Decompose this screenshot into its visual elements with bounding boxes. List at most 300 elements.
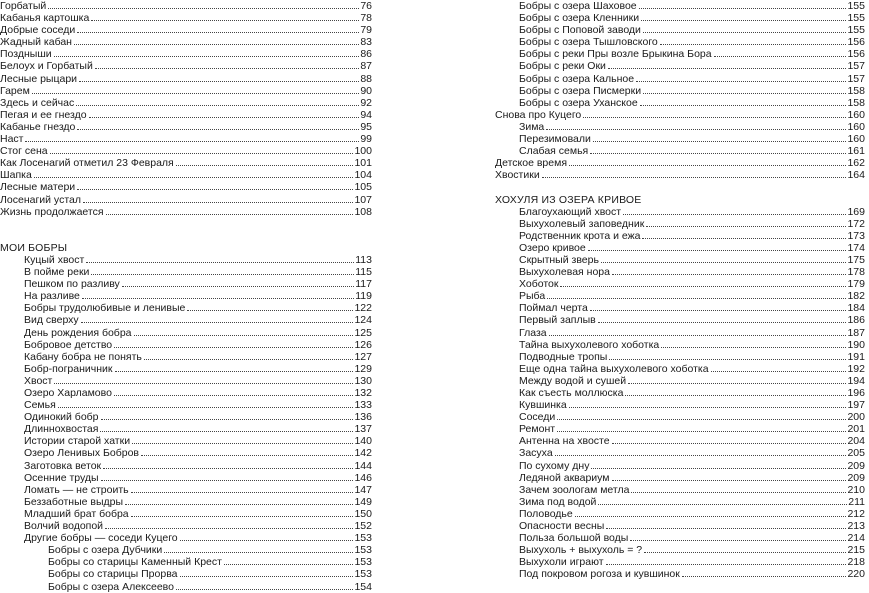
toc-entry-page-number: 187 <box>847 326 865 339</box>
toc-entry-page-number: 78 <box>360 12 372 25</box>
toc-right-section-entries <box>495 206 865 581</box>
toc-entry-page-number: 191 <box>847 350 865 363</box>
toc-entry-title: Рыба <box>519 290 546 303</box>
dot-leader <box>77 129 359 130</box>
dot-leader <box>591 468 846 469</box>
toc-entry-title: Бобры с озера Писмерки <box>519 84 642 97</box>
toc-entry-title: Бобры со старицы Каменный Крест <box>48 556 222 569</box>
toc-entry-page-number: 125 <box>354 326 372 339</box>
toc-entry-title: Здесь и сейчас <box>0 96 75 109</box>
toc-entry-title: Слабая семья <box>519 145 589 158</box>
dot-leader <box>105 528 353 529</box>
toc-entry-title: Поймал черта <box>519 302 588 315</box>
dot-leader <box>547 298 846 299</box>
toc-entry-title: Глаза <box>519 326 547 339</box>
dot-leader <box>164 552 353 553</box>
dot-leader <box>95 68 359 69</box>
toc-entry <box>495 36 865 48</box>
toc-entry-title: Кабану бобра не понять <box>24 350 142 363</box>
toc-entry-title: Польза большой воды <box>519 532 629 545</box>
toc-entry-page-number: 76 <box>360 0 372 12</box>
toc-entry-title: Гарем <box>0 84 30 97</box>
dot-leader <box>608 68 847 69</box>
dot-leader <box>91 20 359 21</box>
toc-entry-page-number: 174 <box>847 241 865 254</box>
toc-entry-page-number: 197 <box>847 399 865 412</box>
section-title-my-beavers: МОИ БОБРЫ <box>0 241 68 254</box>
toc-entry-page-number: 210 <box>847 483 865 496</box>
toc-entry-page-number: 160 <box>847 108 865 121</box>
toc-entry <box>495 145 865 157</box>
toc-entry-title: Лосенагий устал <box>0 193 81 206</box>
toc-entry-title: Между водой и сушей <box>519 374 627 387</box>
toc-entry-page-number: 108 <box>354 205 372 218</box>
toc-entry <box>0 169 372 181</box>
toc-entry-title: Благоухающий хвост <box>519 205 622 218</box>
toc-entry-title: Как съесть моллюска <box>519 387 624 399</box>
toc-entry <box>495 218 865 230</box>
dot-leader <box>601 262 847 263</box>
toc-entry <box>0 375 372 387</box>
dot-leader <box>588 250 847 251</box>
toc-entry-page-number: 213 <box>847 520 865 533</box>
toc-entry <box>0 157 372 169</box>
toc-entry <box>495 496 865 508</box>
toc-entry-page-number: 79 <box>360 24 372 37</box>
dot-leader <box>115 371 354 372</box>
toc-entry-page-number: 157 <box>847 60 865 73</box>
toc-entry-page-number: 153 <box>354 556 372 569</box>
dot-leader <box>711 371 847 372</box>
toc-entry <box>0 36 372 48</box>
toc-entry-title: Бобры с реки Оки <box>519 60 606 73</box>
dot-leader <box>606 528 846 529</box>
toc-entry-title: Бобры с озера Кальное <box>519 72 635 85</box>
toc-entry-title: Пешком по разливу <box>24 278 120 291</box>
toc-right-top-entries <box>495 0 865 181</box>
toc-entry-title: Куцый хвост <box>24 253 85 266</box>
toc-entry <box>0 60 372 72</box>
toc-entry-page-number: 184 <box>847 302 865 315</box>
toc-entry-page-number: 115 <box>355 266 372 279</box>
toc-entry-page-number: 211 <box>848 495 865 508</box>
toc-entry-title: Антенна на хвосте <box>519 435 610 448</box>
toc-entry-title: Хвост <box>24 374 53 387</box>
toc-entry <box>0 85 372 97</box>
toc-entry-title: В пойме реки <box>24 266 90 279</box>
toc-entry-title: Выхухоль + выхухоль = ? <box>519 544 643 557</box>
toc-entry <box>0 109 372 121</box>
toc-entry-title: Первый заплыв <box>519 314 596 327</box>
toc-entry <box>495 351 865 363</box>
dot-leader <box>131 516 354 517</box>
dot-leader <box>58 407 354 408</box>
dot-leader <box>25 141 359 142</box>
toc-entry <box>495 568 865 580</box>
toc-entry-page-number: 113 <box>355 253 372 266</box>
toc-entry-page-number: 99 <box>360 133 372 146</box>
dot-leader <box>590 310 847 311</box>
dot-leader <box>180 540 354 541</box>
toc-entry-title: Жадный кабан <box>0 36 72 49</box>
toc-entry-title: День рождения бобра <box>24 326 132 339</box>
toc-entry-page-number: 212 <box>847 507 865 520</box>
toc-entry-page-number: 192 <box>847 362 865 375</box>
dot-leader <box>77 189 353 190</box>
toc-entry-page-number: 132 <box>354 387 372 399</box>
toc-entry-title: Озеро Харламово <box>24 387 112 399</box>
toc-entry <box>495 121 865 133</box>
toc-entry <box>0 447 372 459</box>
dot-leader <box>631 492 846 493</box>
dot-leader <box>643 93 846 94</box>
toc-entry-page-number: 153 <box>354 532 372 545</box>
toc-entry <box>0 484 372 496</box>
toc-entry <box>0 266 372 278</box>
toc-entry <box>495 109 865 121</box>
toc-entry-page-number: 205 <box>847 447 865 460</box>
dot-leader <box>612 274 846 275</box>
dot-leader <box>224 564 354 565</box>
toc-entry-title: Выхухолевая нора <box>519 266 610 279</box>
toc-entry <box>495 0 865 12</box>
toc-entry <box>0 145 372 157</box>
toc-entry-title: Бобры со старицы Прорва <box>48 568 178 581</box>
toc-entry-title: Как Лосенагий отметил 23 Февраля <box>0 157 174 170</box>
toc-entry-page-number: 86 <box>360 48 372 61</box>
dot-leader <box>557 419 846 420</box>
toc-entry-title: Снова про Куцего <box>495 108 582 121</box>
dot-leader <box>640 105 847 106</box>
dot-leader <box>639 8 847 9</box>
toc-entry-title: Наст <box>0 133 24 146</box>
toc-entry <box>495 302 865 314</box>
toc-right-column <box>495 0 865 581</box>
toc-entry <box>495 472 865 484</box>
toc-entry-title: Скрытный зверь <box>519 253 599 266</box>
dot-leader <box>132 443 353 444</box>
toc-entry <box>0 327 372 339</box>
toc-entry-page-number: 220 <box>847 568 865 581</box>
toc-entry <box>495 230 865 242</box>
dot-leader <box>114 395 354 396</box>
toc-entry-page-number: 127 <box>354 350 372 363</box>
dot-leader <box>76 105 359 106</box>
toc-entry <box>0 387 372 399</box>
toc-entry <box>0 556 372 568</box>
toc-entry-title: Засуха <box>519 447 553 460</box>
dot-leader <box>106 214 354 215</box>
toc-entry <box>495 206 865 218</box>
dot-leader <box>583 117 846 118</box>
toc-entry <box>0 581 372 593</box>
toc-entry-page-number: 178 <box>847 266 865 279</box>
toc-entry-page-number: 124 <box>354 314 372 327</box>
toc-entry-title: Кабанья картошка <box>0 12 90 25</box>
toc-entry <box>495 157 865 169</box>
toc-entry-title: Стог сена <box>0 145 48 158</box>
toc-entry-page-number: 136 <box>354 411 372 424</box>
toc-entry-title: Волчий водопой <box>24 520 104 533</box>
toc-entry <box>0 411 372 423</box>
toc-entry-page-number: 160 <box>847 120 865 133</box>
dot-leader <box>180 576 354 577</box>
toc-entry-page-number: 146 <box>354 471 372 484</box>
toc-entry-page-number: 155 <box>847 0 865 12</box>
toc-left-top-entries <box>0 0 372 218</box>
toc-entry <box>495 327 865 339</box>
toc-entry <box>495 484 865 496</box>
toc-entry-title: Зачем зоологам метла <box>519 483 630 496</box>
toc-entry-title: Истории старой хатки <box>24 435 131 448</box>
dot-leader <box>32 93 359 94</box>
toc-entry-title: Ломать — не строить <box>24 483 129 496</box>
dot-leader <box>91 274 354 275</box>
dot-leader <box>83 202 353 203</box>
dot-leader <box>82 298 354 299</box>
toc-entry <box>0 508 372 520</box>
toc-entry-title: Заготовка веток <box>24 459 102 472</box>
toc-entry-page-number: 83 <box>360 36 372 49</box>
toc-entry-title: Семья <box>24 399 56 412</box>
toc-entry-title: Бобры с озера Дубчики <box>48 544 163 557</box>
toc-entry-page-number: 100 <box>354 145 372 158</box>
toc-entry <box>0 460 372 472</box>
toc-entry-page-number: 152 <box>354 520 372 533</box>
toc-entry <box>495 290 865 302</box>
toc-entry-title: Беззаботные выдры <box>24 495 124 508</box>
toc-entry <box>0 314 372 326</box>
toc-entry <box>0 181 372 193</box>
dot-leader <box>555 455 847 456</box>
dot-leader <box>134 335 354 336</box>
dot-leader <box>50 153 354 154</box>
dot-leader <box>101 480 354 481</box>
toc-entry-page-number: 194 <box>847 374 865 387</box>
toc-entry <box>495 375 865 387</box>
toc-entry <box>0 423 372 435</box>
toc-entry-page-number: 190 <box>847 338 865 351</box>
toc-entry-page-number: 126 <box>354 338 372 351</box>
toc-entry <box>495 339 865 351</box>
toc-entry-page-number: 161 <box>847 145 865 158</box>
toc-entry <box>0 194 372 206</box>
toc-entry-title: Осенние труды <box>24 471 99 484</box>
toc-entry-title: Одинокий бобр <box>24 411 99 424</box>
toc-left-section-entries <box>0 254 372 593</box>
toc-entry-title: Поздныши <box>0 48 52 61</box>
toc-entry-title: Жизнь продолжается <box>0 205 104 218</box>
toc-entry <box>495 544 865 556</box>
toc-entry <box>495 12 865 24</box>
toc-entry <box>495 411 865 423</box>
dot-leader <box>187 310 353 311</box>
toc-entry-page-number: 88 <box>360 72 372 85</box>
toc-entry <box>495 387 865 399</box>
toc-entry <box>0 73 372 85</box>
toc-entry-page-number: 137 <box>354 423 372 436</box>
toc-entry <box>495 85 865 97</box>
dot-leader <box>646 226 846 227</box>
toc-entry <box>0 290 372 302</box>
toc-entry <box>495 73 865 85</box>
toc-entry-page-number: 104 <box>354 169 372 182</box>
toc-entry-page-number: 186 <box>847 314 865 327</box>
toc-entry-title: Бобры с Поповой заводи <box>519 24 641 37</box>
dot-leader <box>682 576 847 577</box>
toc-entry-title: Вид сверху <box>24 314 79 327</box>
toc-entry <box>0 520 372 532</box>
toc-entry-page-number: 156 <box>847 36 865 49</box>
toc-entry <box>0 351 372 363</box>
toc-entry-title: Родственник крота и ежа <box>519 229 641 242</box>
toc-entry-page-number: 117 <box>355 278 372 291</box>
toc-entry-page-number: 196 <box>847 387 865 399</box>
dot-leader <box>606 564 847 565</box>
section-title-khokhulya: ХОХУЛЯ ИЗ ОЗЕРА КРИВОЕ <box>495 193 642 206</box>
section-gap <box>0 230 372 242</box>
toc-entry-page-number: 101 <box>354 157 372 170</box>
dot-leader <box>122 286 354 287</box>
toc-entry-page-number: 153 <box>354 568 372 581</box>
toc-entry-page-number: 214 <box>847 532 865 545</box>
dot-leader <box>54 56 360 57</box>
toc-entry-page-number: 87 <box>360 60 372 73</box>
toc-entry-page-number: 95 <box>360 120 372 133</box>
toc-entry <box>0 121 372 133</box>
dot-leader <box>176 165 354 166</box>
toc-entry-page-number: 179 <box>847 278 865 291</box>
dot-leader <box>612 443 847 444</box>
toc-entry-page-number: 158 <box>847 96 865 109</box>
dot-leader <box>636 81 846 82</box>
toc-entry <box>0 278 372 290</box>
toc-entry <box>0 0 372 12</box>
dot-leader <box>590 153 846 154</box>
toc-entry-title: Горбатый <box>0 0 47 12</box>
dot-leader <box>593 141 847 142</box>
dot-leader <box>575 516 847 517</box>
toc-entry-page-number: 107 <box>354 193 372 206</box>
dot-leader <box>100 431 353 432</box>
toc-entry-title: Подводные тропы <box>519 350 608 363</box>
dot-leader <box>54 383 353 384</box>
toc-entry <box>495 532 865 544</box>
toc-entry-page-number: 155 <box>847 12 865 25</box>
toc-entry-page-number: 119 <box>355 290 372 303</box>
toc-entry-page-number: 140 <box>354 435 372 448</box>
toc-entry-page-number: 133 <box>354 399 372 412</box>
toc-entry-title: Хоботок <box>519 278 559 291</box>
toc-entry-page-number: 94 <box>360 108 372 121</box>
dot-leader <box>114 347 353 348</box>
toc-entry <box>0 12 372 24</box>
toc-entry <box>0 48 372 60</box>
toc-entry-page-number: 200 <box>847 411 865 424</box>
dot-leader <box>641 20 846 21</box>
toc-entry-title: Пегая и ее гнездо <box>0 108 87 121</box>
dot-leader <box>176 589 353 590</box>
dot-leader <box>598 504 847 505</box>
toc-entry-page-number: 153 <box>354 544 372 557</box>
toc-entry-page-number: 175 <box>847 253 865 266</box>
toc-entry-page-number: 122 <box>354 302 372 315</box>
toc-entry-page-number: 204 <box>847 435 865 448</box>
toc-entry <box>495 278 865 290</box>
toc-entry <box>495 24 865 36</box>
toc-entry-title: Бобры с озера Кленники <box>519 12 640 25</box>
dot-leader <box>612 480 847 481</box>
toc-entry-page-number: 160 <box>847 133 865 146</box>
toc-entry <box>0 339 372 351</box>
toc-entry <box>495 399 865 411</box>
dot-leader <box>623 214 846 215</box>
section-gap <box>495 181 865 193</box>
toc-entry-title: Лесные матери <box>0 181 76 194</box>
toc-entry-title: Перезимовали <box>519 133 591 146</box>
toc-entry-title: Озеро Ленивых Бобров <box>24 447 139 460</box>
toc-entry <box>0 24 372 36</box>
toc-entry-page-number: 169 <box>847 205 865 218</box>
toc-entry <box>495 508 865 520</box>
toc-entry-title: Бобры с озера Уханское <box>519 96 638 109</box>
dot-leader <box>48 8 359 9</box>
toc-entry-page-number: 144 <box>354 459 372 472</box>
toc-entry-title: Бобры с озера Шаховое <box>519 0 637 12</box>
toc-entry <box>0 399 372 411</box>
toc-entry-title: Бобровое детство <box>24 338 113 351</box>
toc-entry-page-number: 209 <box>847 471 865 484</box>
toc-entry-title: Кувшинка <box>519 399 567 412</box>
toc-entry <box>495 48 865 60</box>
toc-entry <box>495 460 865 472</box>
dot-leader <box>81 322 354 323</box>
toc-entry-title: Еще одна тайна выхухолевого хоботка <box>519 362 709 375</box>
toc-entry-title: Половодье <box>519 507 573 520</box>
toc-entry-page-number: 154 <box>354 580 372 593</box>
toc-entry-title: Зима под водой <box>519 495 597 508</box>
toc-entry-title: На разливе <box>24 290 80 303</box>
dot-leader <box>77 32 359 33</box>
toc-entry-page-number: 157 <box>847 72 865 85</box>
dot-leader <box>598 322 847 323</box>
toc-entry <box>0 472 372 484</box>
dot-leader <box>630 540 846 541</box>
toc-entry-title: Шапка <box>0 169 32 182</box>
toc-entry-page-number: 172 <box>847 217 865 230</box>
toc-entry <box>0 435 372 447</box>
toc-entry-page-number: 129 <box>354 362 372 375</box>
toc-entry <box>0 363 372 375</box>
toc-entry-page-number: 149 <box>354 495 372 508</box>
toc-entry-title: Младший брат бобра <box>24 507 129 520</box>
toc-entry-page-number: 158 <box>847 84 865 97</box>
toc-entry-title: Опасности весны <box>519 520 605 533</box>
toc-entry <box>0 254 372 266</box>
toc-entry <box>495 60 865 72</box>
toc-entry-title: Выхухолевый заповедник <box>519 217 645 230</box>
toc-entry-title: Тайна выхухолевого хоботка <box>519 338 660 351</box>
dot-leader <box>86 262 354 263</box>
dot-leader <box>34 177 354 178</box>
dot-leader <box>89 117 360 118</box>
toc-entry-title: Бобры с реки Пры возле Брыкина Бора <box>519 48 712 61</box>
toc-entry-title: Соседи <box>519 411 556 424</box>
toc-entry <box>0 97 372 109</box>
dot-leader <box>644 552 846 553</box>
toc-entry <box>495 423 865 435</box>
toc-entry-title: Бобры с озера Тышловского <box>519 36 658 49</box>
